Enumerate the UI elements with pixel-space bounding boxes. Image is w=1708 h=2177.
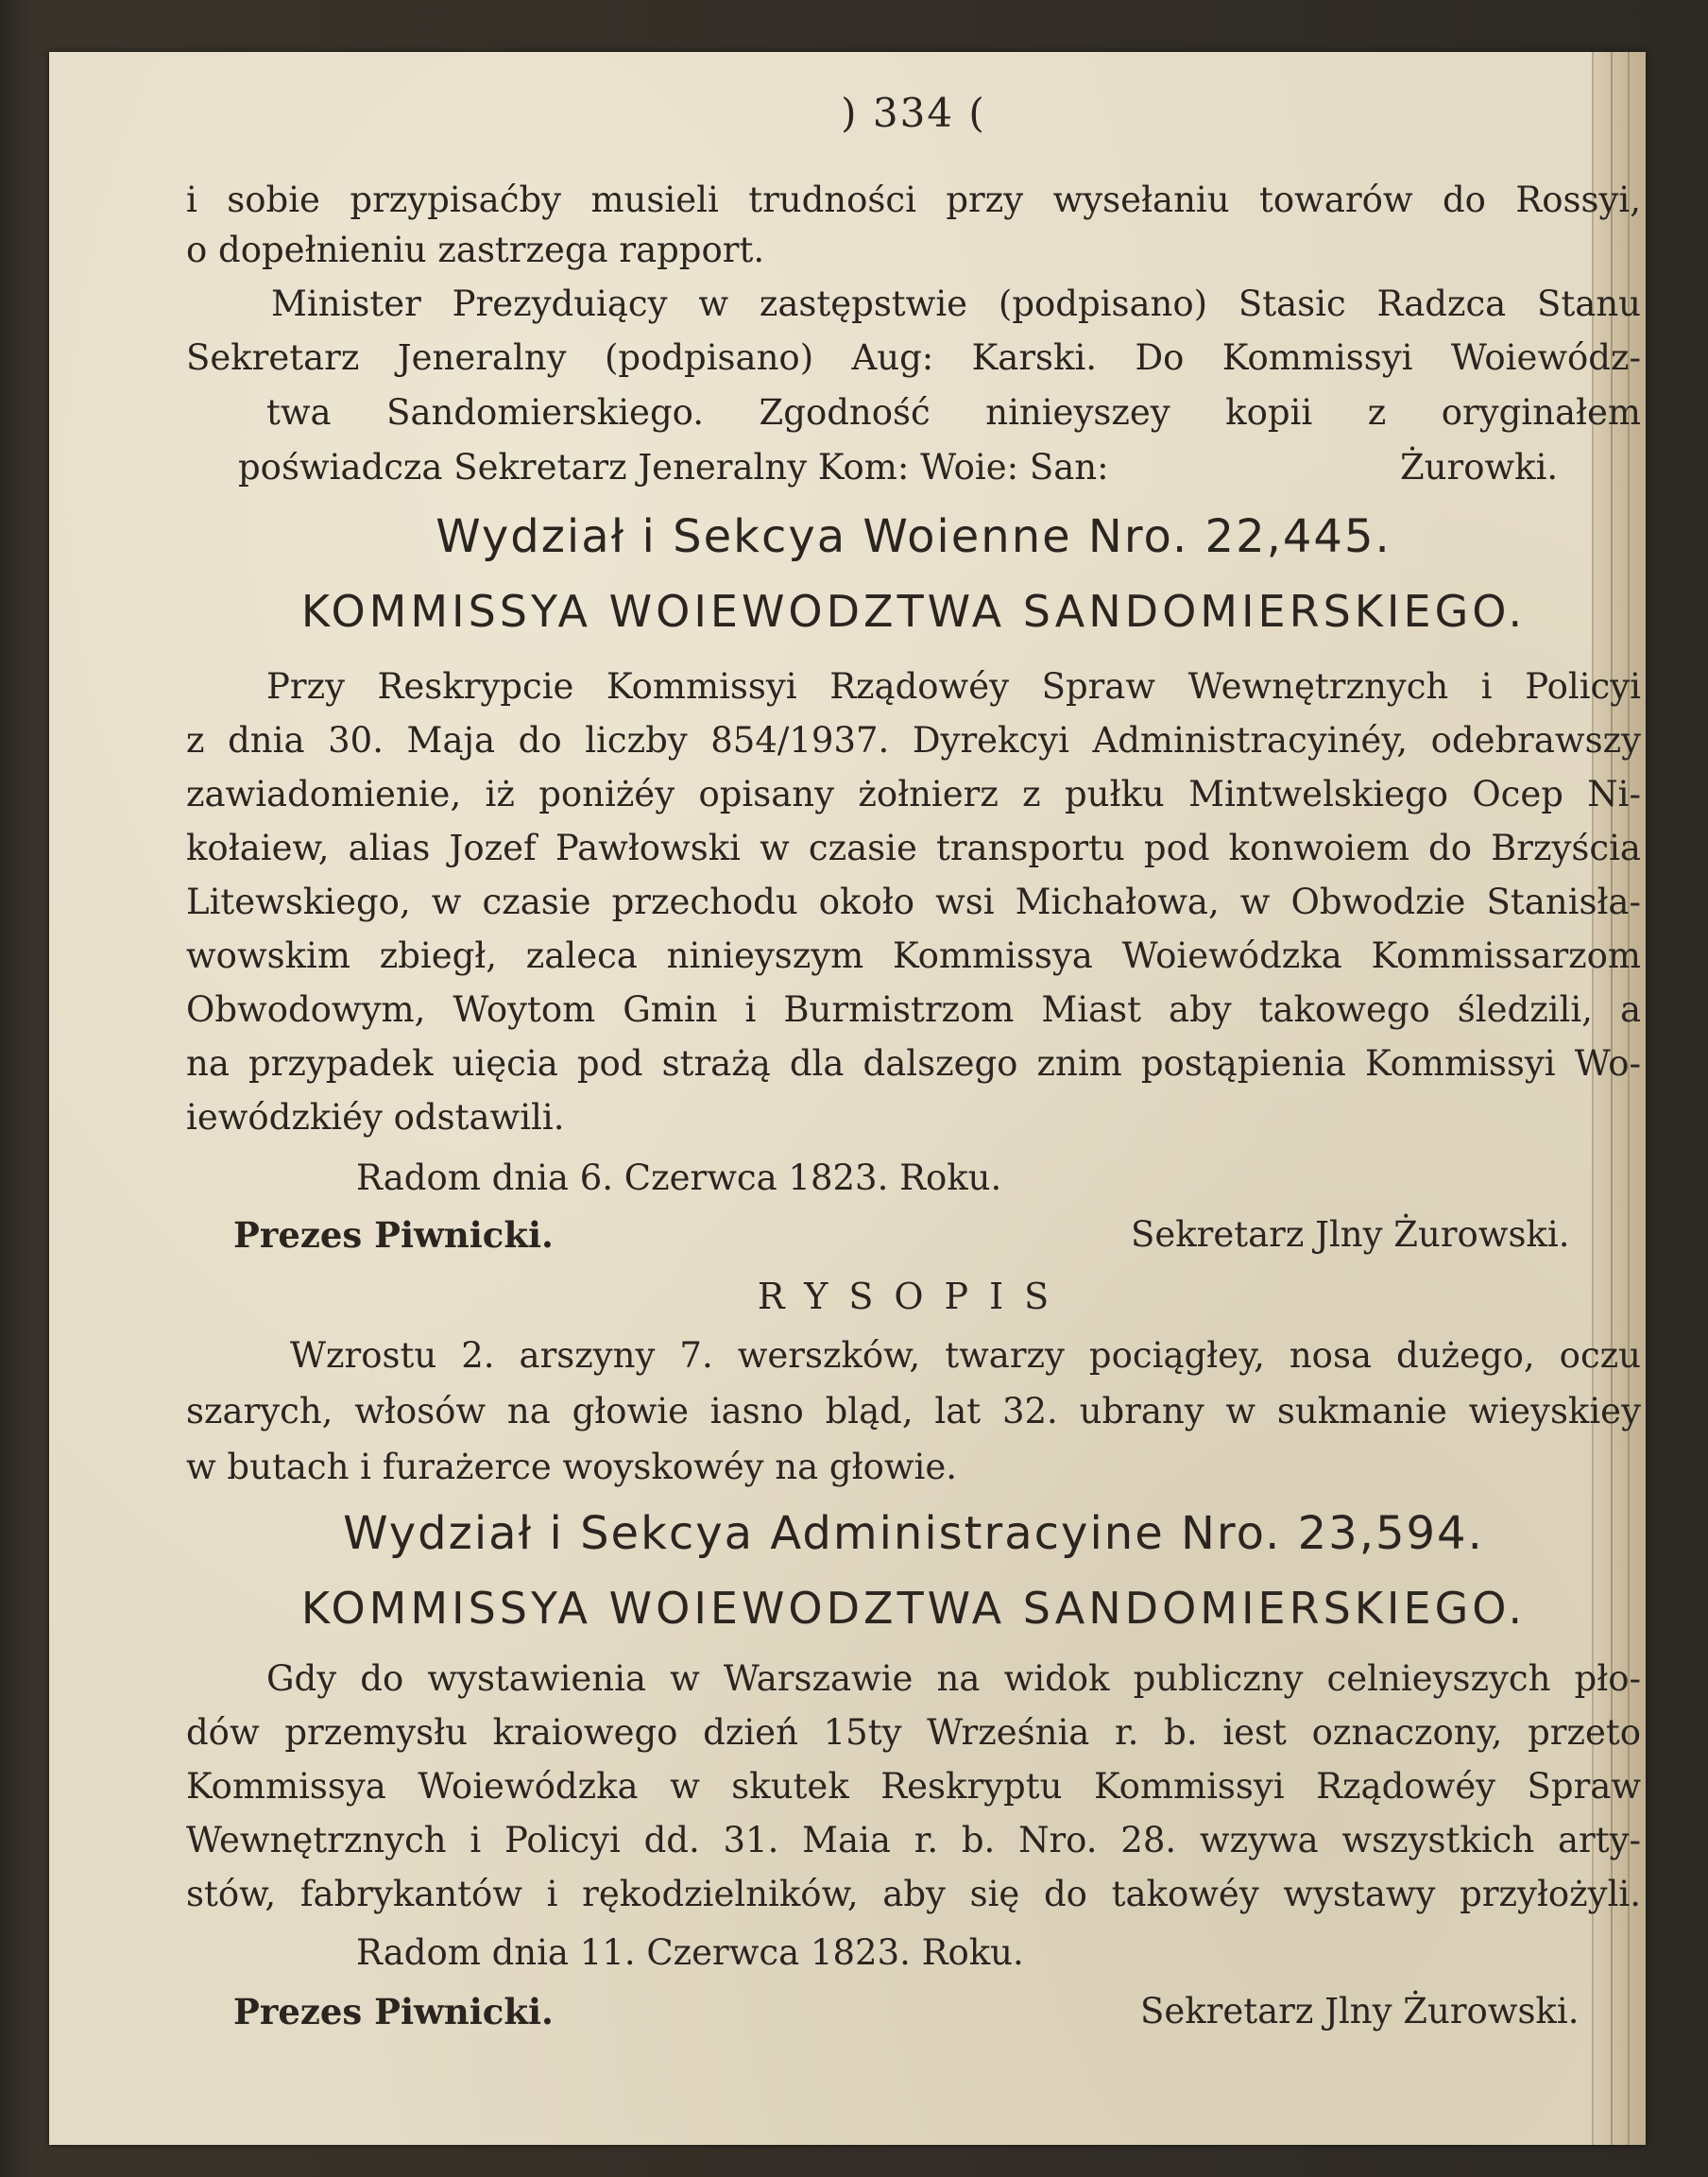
document-page — [49, 52, 1646, 2145]
text-line: kołaiew, alias Jozef Pawłowski w czasie transportu pod konwoiem do Brzyścia — [186, 828, 1641, 868]
signature-right: Sekretarz Jlny Żurowski. — [1131, 1214, 1570, 1255]
text-line: dów przemysłu kraiowego dzień 15ty Września r. b. iest oznaczony, przeto — [186, 1712, 1641, 1753]
signature-left: Prezes Piwnicki. — [233, 1991, 554, 2032]
text-line: Litewskiego, w czasie przechodu około wsi Michałowa, w Obwodzie Stanisła- — [186, 882, 1641, 922]
text-line: szarych, włosów na głowie iasno bląd, lat 32. ubrany w sukmanie wieyskiey — [186, 1391, 1641, 1431]
text-line: zawiadomienie, iż poniżéy opisany żołnierz z pułku Mintwelskiego Ocep Ni- — [186, 774, 1641, 814]
text-line: i sobie przypisaćby musieli trudności przy wysełaniu towarów do Rossyi, — [186, 180, 1641, 220]
text-line: stów, fabrykantów i rękodzielników, aby się do takowéy wystawy przyłożyli. — [186, 1874, 1641, 1914]
date-line: Radom dnia 11. Czerwca 1823. Roku. — [356, 1932, 1024, 1973]
text-line: Kommissya Woiewódzka w skutek Reskryptu Kommissyi Rządowéy Spraw — [186, 1766, 1641, 1807]
office-heading: KOMMISSYA WOIEWODZTWA SANDOMIERSKIEGO. — [300, 1583, 1527, 1634]
text-line: Obwodowym, Woytom Gmin i Burmistrzom Miast aby takowego śledzili, a — [186, 989, 1641, 1030]
text-line: Gdy do wystawienia w Warszawie na widok publiczny celnieyszych pło- — [266, 1658, 1641, 1699]
date-line: Radom dnia 6. Czerwca 1823. Roku. — [356, 1157, 1002, 1198]
text-line: w butach i furażerce woyskowéy na głowie. — [186, 1447, 958, 1487]
text-line: twa Sandomierskiego. Zgodność ninieyszey kopii z oryginałem — [266, 392, 1641, 433]
text-line: z dnia 30. Maja do liczby 854/1937. Dyrekcyi Administracyinéy, odebrawszy — [186, 720, 1641, 761]
text-line: wowskim zbiegł, zaleca ninieyszym Kommissya Woiewódzka Kommissarzom — [186, 935, 1641, 976]
text-line: Minister Prezyduiący w zastępstwie (podpisano) Stasic Radzca Stanu — [271, 283, 1641, 324]
rysopis-heading: RYSOPIS — [757, 1276, 1070, 1317]
section-heading: Wydział i Sekcya Woienne Nro. 22,445. — [436, 510, 1392, 563]
page-number: ) 334 ( — [841, 90, 986, 136]
text-line: o dopełnieniu zastrzega rapport. — [186, 230, 765, 270]
text-line: na przypadek uięcia pod strażą dla dalszego znim postąpienia Kommissyi Wo- — [186, 1043, 1641, 1084]
signature-left: Prezes Piwnicki. — [233, 1214, 554, 1256]
text-line: Wzrostu 2. arszyny 7. werszków, twarzy pociągłey, nosa dużego, oczu — [290, 1335, 1641, 1376]
text-line: Przy Reskrypcie Kommissyi Rządowéy Spraw Wewnętrznych i Policyi — [266, 666, 1641, 707]
section-heading: Wydział i Sekcya Administracyine Nro. 23,594. — [343, 1507, 1484, 1560]
text-line: Wewnętrznych i Policyi dd. 31. Maia r. b. Nro. 28. wzywa wszystkich arty- — [186, 1820, 1641, 1860]
office-heading: KOMMISSYA WOIEWODZTWA SANDOMIERSKIEGO. — [300, 586, 1527, 637]
text-line: Żurowki. — [1400, 447, 1559, 488]
text-line: iewódzkiéy odstawili. — [186, 1097, 565, 1138]
text-line: poświadcza Sekretarz Jeneralny Kom: Woie: San: — [238, 447, 1109, 488]
signature-right: Sekretarz Jlny Żurowski. — [1140, 1991, 1580, 2031]
text-line: Sekretarz Jeneralny (podpisano) Aug: Karski. Do Kommissyi Woiewódz- — [186, 337, 1641, 378]
